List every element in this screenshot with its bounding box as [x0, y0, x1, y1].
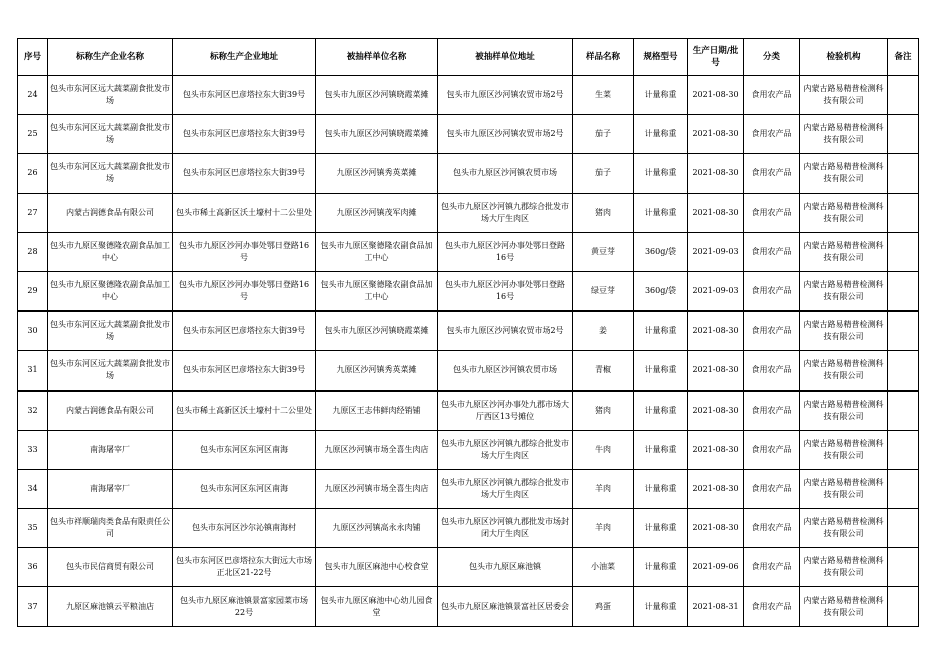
col-production-date-cell: 2021-08-30: [688, 76, 744, 115]
col-sampled-unit-address-cell: 包头市九原区沙河镇农贸市场2号: [438, 76, 573, 115]
col-remarks-cell: [888, 587, 919, 626]
col-production-date-cell: 2021-09-06: [688, 548, 744, 587]
col-spec-cell: 计量称重: [634, 351, 688, 391]
table-row: [18, 587, 919, 626]
col-sample-name-cell: 青椒: [573, 351, 634, 391]
col-remarks-cell: [888, 469, 919, 508]
col-lab-cell: 内蒙古路易精普检测科技有限公司: [800, 115, 888, 154]
col-producer-name-cell: 包头市东河区远大蔬菜副食批发市场: [48, 311, 173, 351]
col-sampled-unit-name-cell: 九原区沙河镇高永永肉铺: [316, 509, 438, 548]
col-remarks-cell: [888, 271, 919, 311]
col-sampled-unit-address-cell: 包头市九原区沙河镇农贸市场: [438, 351, 573, 391]
col-production-date-cell: 2021-08-30: [688, 509, 744, 548]
col-producer-address-cell: 包头市九原区沙河办事处鄂日登路16号: [173, 271, 316, 311]
col-category-cell: 食用农产品: [744, 548, 800, 587]
col-category-cell: 食用农产品: [744, 587, 800, 626]
col-spec-cell: 计量称重: [634, 154, 688, 193]
col-producer-name-cell: 包头市祥顺瑞肉类食品有限责任公司: [48, 509, 173, 548]
col-sampled-unit-name-cell: 包头市九原区沙河镇晓霞菜摊: [316, 76, 438, 115]
col-sampled-unit-address-cell: 包头市九原区麻池镇: [438, 548, 573, 587]
col-production-date-header: 生产日期/批号: [688, 39, 744, 76]
col-spec-cell: 计量称重: [634, 76, 688, 115]
sampling-table: [17, 38, 919, 627]
col-producer-name-cell: 南海屠宰厂: [48, 430, 173, 469]
col-production-date-cell: 2021-08-30: [688, 351, 744, 391]
col-category-cell: 食用农产品: [744, 232, 800, 271]
col-category-cell: 食用农产品: [744, 509, 800, 548]
col-producer-name-cell: 包头市九原区聚德隆农副食品加工中心: [48, 232, 173, 271]
col-production-date-cell: 2021-09-03: [688, 271, 744, 311]
table-row: [18, 509, 919, 548]
col-category-cell: 食用农产品: [744, 154, 800, 193]
col-lab-cell: 内蒙古路易精普检测科技有限公司: [800, 271, 888, 311]
col-producer-name-cell: 包头市东河区远大蔬菜副食批发市场: [48, 154, 173, 193]
col-sampled-unit-name-cell: 九原区沙河镇秀英菜摊: [316, 154, 438, 193]
table-row: [18, 391, 919, 431]
col-sample-name-cell: 姜: [573, 311, 634, 351]
table-row: [18, 115, 919, 154]
col-producer-address-cell: 包头市东河区巴彦塔拉东大街远大市场正北区21-22号: [173, 548, 316, 587]
col-lab-cell: 内蒙古路易精普检测科技有限公司: [800, 311, 888, 351]
col-producer-address-cell: 包头市东河区巴彦塔拉东大街39号: [173, 154, 316, 193]
col-lab-cell: 内蒙古路易精普检测科技有限公司: [800, 509, 888, 548]
col-index-cell: 26: [18, 154, 48, 193]
col-category-cell: 食用农产品: [744, 351, 800, 391]
col-remarks-cell: [888, 154, 919, 193]
col-producer-name-cell: 九原区麻池镇云平粮油店: [48, 587, 173, 626]
col-category-cell: 食用农产品: [744, 76, 800, 115]
col-production-date-cell: 2021-08-30: [688, 154, 744, 193]
col-sampled-unit-address-cell: 包头市九原区沙河镇九郡综合批发市场大厅生肉区: [438, 430, 573, 469]
col-sample-name-cell: 牛肉: [573, 430, 634, 469]
col-sample-name-cell: 鸡蛋: [573, 587, 634, 626]
col-category-cell: 食用农产品: [744, 469, 800, 508]
col-category-cell: 食用农产品: [744, 271, 800, 311]
col-spec-cell: 计量称重: [634, 311, 688, 351]
col-spec-cell: 计量称重: [634, 115, 688, 154]
col-producer-address-cell: 包头市东河区巴彦塔拉东大街39号: [173, 351, 316, 391]
col-spec-cell: 计量称重: [634, 509, 688, 548]
col-production-date-cell: 2021-08-30: [688, 115, 744, 154]
col-remarks-cell: [888, 115, 919, 154]
col-sample-name-cell: 猪肉: [573, 193, 634, 232]
col-sample-name-cell: 生菜: [573, 76, 634, 115]
col-spec-cell: 360g/袋: [634, 271, 688, 311]
col-index-cell: 32: [18, 391, 48, 431]
col-producer-name-cell: 南海屠宰厂: [48, 469, 173, 508]
col-sample-name-cell: 羊肉: [573, 469, 634, 508]
col-spec-cell: 计量称重: [634, 469, 688, 508]
col-producer-name-cell: 包头市东河区远大蔬菜副食批发市场: [48, 76, 173, 115]
col-sampled-unit-address-cell: 包头市九原区沙河镇农贸市场2号: [438, 311, 573, 351]
col-index-cell: 27: [18, 193, 48, 232]
col-category-header: 分类: [744, 39, 800, 76]
col-producer-address-cell: 包头市东河区东河区南海: [173, 430, 316, 469]
col-producer-address-cell: 包头市稀土高新区沃土壕村十二公里处: [173, 193, 316, 232]
col-production-date-cell: 2021-08-30: [688, 193, 744, 232]
col-sampled-unit-name-cell: 包头市九原区麻池中心校食堂: [316, 548, 438, 587]
col-sampled-unit-name-cell: 九原区沙河镇秀英菜摊: [316, 351, 438, 391]
col-producer-name-cell: 内蒙古润德食品有限公司: [48, 193, 173, 232]
col-remarks-cell: [888, 430, 919, 469]
col-sampled-unit-address-header: 被抽样单位地址: [438, 39, 573, 76]
col-producer-address-cell: 包头市东河区巴彦塔拉东大街39号: [173, 115, 316, 154]
col-category-cell: 食用农产品: [744, 115, 800, 154]
col-index-cell: 33: [18, 430, 48, 469]
col-sampled-unit-name-header: 被抽样单位名称: [316, 39, 438, 76]
col-sampled-unit-name-cell: 九原区沙河镇市场全喜生肉店: [316, 430, 438, 469]
col-lab-cell: 内蒙古路易精普检测科技有限公司: [800, 587, 888, 626]
col-spec-cell: 360g/袋: [634, 232, 688, 271]
table-row: [18, 311, 919, 351]
table-row: [18, 154, 919, 193]
col-sampled-unit-address-cell: 包头市九原区沙河镇九郡批发市场封闭大厅生肉区: [438, 509, 573, 548]
col-remarks-cell: [888, 311, 919, 351]
col-production-date-cell: 2021-08-31: [688, 587, 744, 626]
col-index-cell: 34: [18, 469, 48, 508]
col-sampled-unit-name-cell: 包头市九原区聚德隆农副食品加工中心: [316, 271, 438, 311]
col-index-cell: 36: [18, 548, 48, 587]
col-sampled-unit-address-cell: 包头市九原区沙河镇九郡综合批发市场大厅生肉区: [438, 193, 573, 232]
col-production-date-cell: 2021-08-30: [688, 430, 744, 469]
col-sample-name-cell: 茄子: [573, 154, 634, 193]
col-producer-address-cell: 包头市九原区沙河办事处鄂日登路16号: [173, 232, 316, 271]
col-lab-cell: 内蒙古路易精普检测科技有限公司: [800, 154, 888, 193]
table-row: [18, 548, 919, 587]
col-sample-name-cell: 猪肉: [573, 391, 634, 431]
col-sampled-unit-name-cell: 包头市九原区沙河镇晓霞菜摊: [316, 311, 438, 351]
col-category-cell: 食用农产品: [744, 430, 800, 469]
col-sampled-unit-name-cell: 包头市九原区沙河镇晓霞菜摊: [316, 115, 438, 154]
col-lab-cell: 内蒙古路易精普检测科技有限公司: [800, 232, 888, 271]
col-index-cell: 25: [18, 115, 48, 154]
col-index-cell: 24: [18, 76, 48, 115]
col-sample-name-cell: 茄子: [573, 115, 634, 154]
col-spec-cell: 计量称重: [634, 391, 688, 431]
col-sampled-unit-address-cell: 包头市九原区沙河镇九郡综合批发市场大厅生肉区: [438, 469, 573, 508]
col-producer-address-cell: 包头市东河区东河区南海: [173, 469, 316, 508]
col-lab-cell: 内蒙古路易精普检测科技有限公司: [800, 548, 888, 587]
col-remarks-cell: [888, 76, 919, 115]
col-spec-cell: 计量称重: [634, 587, 688, 626]
col-producer-name-cell: 包头市东河区远大蔬菜副食批发市场: [48, 351, 173, 391]
col-remarks-cell: [888, 509, 919, 548]
col-lab-cell: 内蒙古路易精普检测科技有限公司: [800, 469, 888, 508]
col-sample-name-cell: 小油菜: [573, 548, 634, 587]
col-index-cell: 29: [18, 271, 48, 311]
col-index-cell: 31: [18, 351, 48, 391]
col-producer-address-cell: 包头市东河区巴彦塔拉东大街39号: [173, 76, 316, 115]
col-lab-cell: 内蒙古路易精普检测科技有限公司: [800, 430, 888, 469]
col-index-cell: 30: [18, 311, 48, 351]
col-lab-cell: 内蒙古路易精普检测科技有限公司: [800, 76, 888, 115]
col-producer-name-cell: 内蒙古润德食品有限公司: [48, 391, 173, 431]
col-sampled-unit-address-cell: 包头市九原区沙河镇农贸市场2号: [438, 115, 573, 154]
col-spec-cell: 计量称重: [634, 193, 688, 232]
col-production-date-cell: 2021-08-30: [688, 391, 744, 431]
col-producer-address-cell: 包头市稀土高新区沃土壕村十二公里处: [173, 391, 316, 431]
table-row: [18, 469, 919, 508]
col-remarks-cell: [888, 193, 919, 232]
col-sampled-unit-name-cell: 包头市九原区麻池中心幼儿园食堂: [316, 587, 438, 626]
col-remarks-cell: [888, 391, 919, 431]
col-production-date-cell: 2021-08-30: [688, 311, 744, 351]
col-sampled-unit-name-cell: 九原区沙河镇市场全喜生肉店: [316, 469, 438, 508]
col-sample-name-header: 样品名称: [573, 39, 634, 76]
col-category-cell: 食用农产品: [744, 193, 800, 232]
col-sampled-unit-address-cell: 包头市九原区沙河镇农贸市场: [438, 154, 573, 193]
col-index-header: 序号: [18, 39, 48, 76]
col-lab-cell: 内蒙古路易精普检测科技有限公司: [800, 391, 888, 431]
col-index-cell: 28: [18, 232, 48, 271]
col-sampled-unit-address-cell: 包头市九原区麻池镇景富社区居委会: [438, 587, 573, 626]
col-remarks-cell: [888, 548, 919, 587]
header-row: [18, 39, 919, 76]
col-index-cell: 37: [18, 587, 48, 626]
col-remarks-header: 备注: [888, 39, 919, 76]
col-remarks-cell: [888, 351, 919, 391]
col-lab-cell: 内蒙古路易精普检测科技有限公司: [800, 351, 888, 391]
col-sampled-unit-address-cell: 包头市九原区沙河办事处九郡市场大厅西区13号摊位: [438, 391, 573, 431]
col-sampled-unit-name-cell: 包头市九原区聚德隆农副食品加工中心: [316, 232, 438, 271]
table-row: [18, 193, 919, 232]
col-producer-name-cell: 包头市民信商贸有限公司: [48, 548, 173, 587]
table-row: [18, 430, 919, 469]
col-producer-address-cell: 包头市九原区麻池镇景富家园菜市场22号: [173, 587, 316, 626]
col-sampled-unit-name-cell: 九原区王志伟鲜肉经销铺: [316, 391, 438, 431]
col-producer-address-cell: 包头市东河区沙尔沁镇南海村: [173, 509, 316, 548]
col-spec-header: 规格型号: [634, 39, 688, 76]
col-producer-name-cell: 包头市九原区聚德隆农副食品加工中心: [48, 271, 173, 311]
col-category-cell: 食用农产品: [744, 311, 800, 351]
col-sample-name-cell: 黄豆芽: [573, 232, 634, 271]
col-remarks-cell: [888, 232, 919, 271]
col-lab-cell: 内蒙古路易精普检测科技有限公司: [800, 193, 888, 232]
col-sampled-unit-address-cell: 包头市九原区沙河办事处鄂日登路16号: [438, 232, 573, 271]
col-sampled-unit-name-cell: 九原区沙河镇茂军肉摊: [316, 193, 438, 232]
col-spec-cell: 计量称重: [634, 430, 688, 469]
col-sample-name-cell: 羊肉: [573, 509, 634, 548]
col-lab-header: 检验机构: [800, 39, 888, 76]
table-row: [18, 232, 919, 271]
col-sample-name-cell: 绿豆芽: [573, 271, 634, 311]
col-category-cell: 食用农产品: [744, 391, 800, 431]
table-row: [18, 76, 919, 115]
col-spec-cell: 计量称重: [634, 548, 688, 587]
col-producer-address-cell: 包头市东河区巴彦塔拉东大街39号: [173, 311, 316, 351]
col-index-cell: 35: [18, 509, 48, 548]
col-producer-address-header: 标称生产企业地址: [173, 39, 316, 76]
col-production-date-cell: 2021-09-03: [688, 232, 744, 271]
col-producer-name-header: 标称生产企业名称: [48, 39, 173, 76]
col-production-date-cell: 2021-08-30: [688, 469, 744, 508]
table-row: [18, 271, 919, 311]
col-sampled-unit-address-cell: 包头市九原区沙河办事处鄂日登路16号: [438, 271, 573, 311]
col-producer-name-cell: 包头市东河区远大蔬菜副食批发市场: [48, 115, 173, 154]
table-row: [18, 351, 919, 391]
